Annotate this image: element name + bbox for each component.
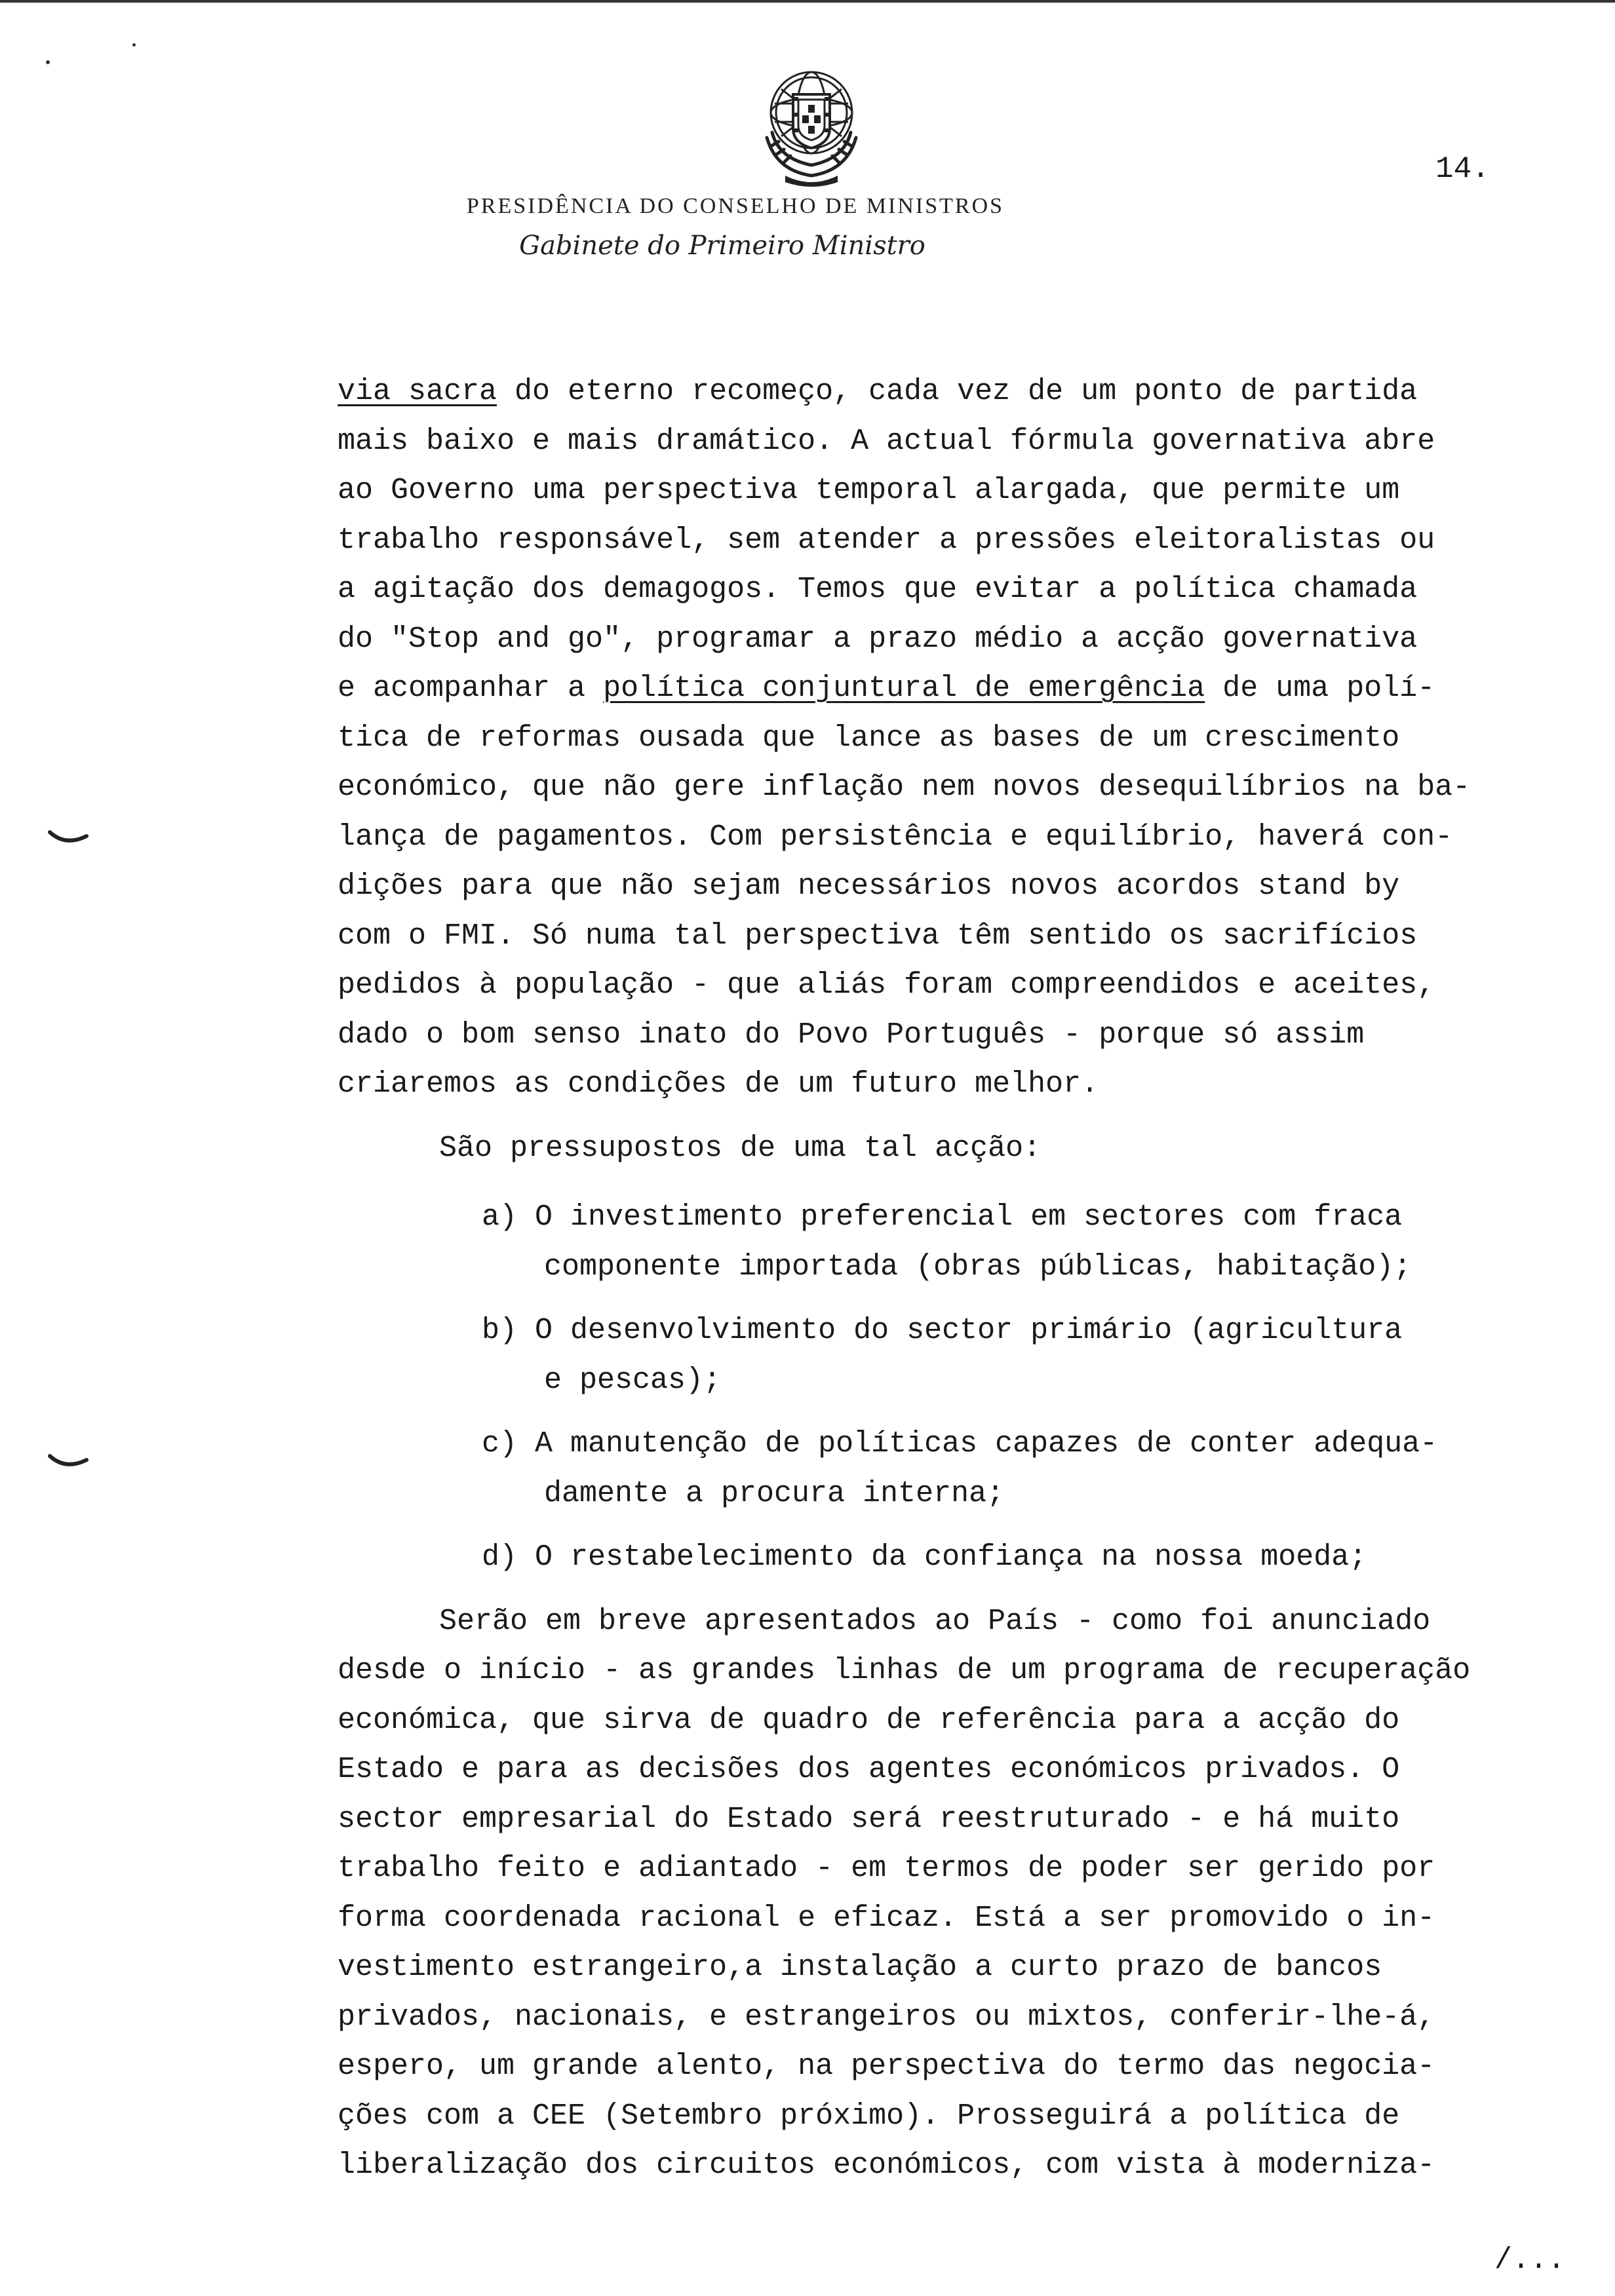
text-line: e acompanhar a política conjuntural de emergência de uma polí- [338,672,1435,705]
text-line: do "Stop and go", programar a prazo médio a acção governativa [338,622,1418,656]
coat-of-arms-icon [752,60,870,191]
text-line: desde o início - as grandes linhas de um programa de recuperação [338,1654,1471,1687]
list-item-text: a) O investimento preferencial em sectores com fraca [482,1200,1403,1234]
text-line: trabalho responsável, sem atender a pressões eleitoralistas ou [338,523,1435,557]
text-line: vestimento estrangeiro,a instalação a curto prazo de bancos [338,1951,1382,1984]
text-line: ao Governo uma perspectiva temporal alargada, que permite um [338,474,1400,507]
list-intro: São pressupostos de uma tal acção: [439,1131,1041,1165]
top-border-line [0,0,1615,3]
list-item [338,1193,1596,1292]
list-item [338,1419,1596,1518]
text-line: a agitação dos demagogos. Temos que evitar a política chamada [338,573,1418,606]
document-body [338,367,1596,2191]
list-item [338,1533,1596,1582]
text-line: criaremos as condições de um futuro melhor. [338,1067,1099,1101]
text-line: mais baixo e mais dramático. A actual fórmula governativa abre [338,424,1435,458]
text-line: via sacra do eterno recomeço, cada vez de um ponto de partida [338,375,1418,408]
text-line: tica de reformas ousada que lance as bases de um crescimento [338,721,1400,755]
scan-speck [132,43,136,47]
underlined-phrase: política conjuntural de emergência [603,672,1205,705]
text-line: dições para que não sejam necessários novos acordos stand by [338,870,1400,903]
text-line: económico, que não gere inflação nem novos desequilíbrios na ba- [338,771,1471,804]
list [338,1193,1596,1582]
paragraph [338,1597,1596,2191]
text-line: dado o bom senso inato do Povo Português - porque só assim [338,1018,1365,1052]
list-item [338,1306,1596,1405]
list-item-text: b) O desenvolvimento do sector primário (agricultura [482,1314,1403,1347]
scan-speck [46,60,50,64]
text-line: forma coordenada racional e eficaz. Está a ser promovido o in- [338,1901,1435,1935]
text-line: económica, que sirva de quadro de referência para a acção do [338,1703,1400,1737]
continuation-mark: /... [1494,2244,1566,2277]
text-line: Serão em breve apresentados ao País - como foi anunciado [439,1604,1431,1638]
paragraph-continuation [338,367,1596,1109]
text-line: liberalização dos circuitos económicos, com vista à moderniza- [338,2149,1435,2182]
text-line: espero, um grande alento, na perspectiva do termo das negocia- [338,2050,1435,2083]
text-line: trabalho feito e adiantado - em termos de poder ser gerido por [338,1852,1435,1885]
institution-name: PRESIDÊNCIA DO CONSELHO DE MINISTROS [466,194,1005,218]
punch-mark [46,1451,92,1477]
list-item-text: damente a procura interna; [544,1476,1005,1510]
page-number: 14. [1435,152,1490,186]
list-item-text: componente importada (obras públicas, habitação); [544,1250,1412,1284]
text-line: Estado e para as decisões dos agentes económicos privados. O [338,1753,1400,1786]
text-line: pedidos à população - que aliás foram compreendidos e aceites, [338,968,1435,1002]
letterhead-office [0,231,1615,261]
text-line: ções com a CEE (Setembro próximo). Prosseguirá a política de [338,2099,1400,2133]
text-line: sector empresarial do Estado será reestruturado - e há muito [338,1802,1400,1836]
letterhead-institution [0,194,1615,219]
office-name: Gabinete do Primeiro Ministro [519,231,925,261]
text-line: lança de pagamentos. Com persistência e equilíbrio, haverá con- [338,820,1453,854]
punch-mark [46,827,92,853]
list-item-text: e pescas); [544,1363,722,1397]
list-item-text: c) A manutenção de políticas capazes de conter adequa- [482,1427,1438,1461]
list-item-text: d) O restabelecimento da confiança na nossa moeda; [482,1540,1367,1574]
text-line: com o FMI. Só numa tal perspectiva têm sentido os sacrifícios [338,919,1418,953]
text-line: privados, nacionais, e estrangeiros ou mixtos, conferir-lhe-á, [338,2000,1435,2034]
underlined-phrase: via sacra [338,375,497,408]
